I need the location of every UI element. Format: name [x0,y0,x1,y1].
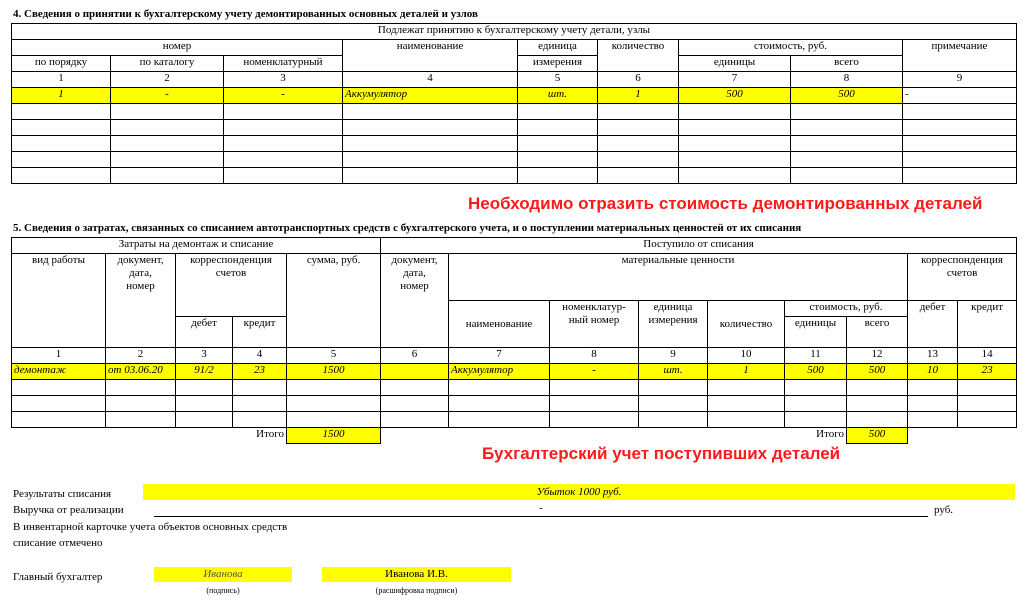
header-korr [176,254,287,317]
cell-vsego[interactable]: 500 [791,88,903,104]
cell-kredit[interactable]: 23 [233,364,287,380]
col-num: 6 [381,348,449,364]
header-stoimost: стоимость, руб. [785,301,908,317]
header-doc-line: дата, [403,267,426,279]
col-num: 12 [847,348,908,364]
col-num: 4 [233,348,287,364]
header-nomenkl-line: номенклатур- [562,301,626,313]
header-summa: сумма, руб. [287,254,381,348]
header-row [12,24,1017,40]
header-kredit: кредит [233,317,287,348]
header-nomenkl: номенклатурный [224,56,343,72]
col-num: 6 [598,72,679,88]
header-edinicy: единицы [785,317,847,348]
table-row[interactable] [12,152,1017,168]
table-row[interactable] [12,120,1017,136]
header-zatraty: Затраты на демонтаж и списание [12,238,381,254]
col-num: 10 [708,348,785,364]
rezultaty-label: Результаты списания [13,488,112,500]
section-4-title: 4. Сведения о принятии к бухгалтерскому учету демонтированных основных деталей и узлов [13,8,478,20]
header-vsego: всего [847,317,908,348]
cell-doc-right[interactable] [381,364,449,380]
header-edinica-line: единица [653,301,693,313]
table-row[interactable] [12,364,1017,380]
header-po-poryadku: по порядку [12,56,111,72]
note-postupivshie: Бухгалтерский учет поступивших деталей [482,444,841,463]
col-num: 3 [224,72,343,88]
header-row [12,40,1017,56]
col-num: 3 [176,348,233,364]
header-kolvo: количество [708,301,785,348]
cell-primech[interactable]: - [903,88,1017,104]
table-row[interactable] [12,168,1017,184]
header-debet: дебет [176,317,233,348]
col-num: 14 [958,348,1017,364]
header-korr-line: корреспонденция [921,254,1003,266]
itogo-label: Итого [256,428,284,440]
itogo-label: Итого [816,428,845,440]
cell-kolvo[interactable]: 1 [708,364,785,380]
itogo-row [12,428,1017,444]
cell-edinica[interactable]: шт. [639,364,708,380]
cell-vid[interactable]: демонтаж [12,364,106,380]
table-row[interactable] [12,88,1017,104]
itogo-vsego[interactable]: 500 [847,428,908,444]
table-row[interactable] [12,136,1017,152]
section-4-table [11,23,1017,184]
col-num: 1 [12,348,106,364]
header-doc-line: номер [126,280,155,292]
header-doc-line: дата, [129,267,152,279]
table-row[interactable] [12,104,1017,120]
cell-vsego[interactable]: 500 [847,364,908,380]
header-doc [106,254,176,348]
col-num: 9 [639,348,708,364]
header-doc-line: номер [400,280,429,292]
header-korr-line: счетов [215,267,247,279]
col-num: 7 [679,72,791,88]
cell-doc[interactable]: от 03.06.20 [106,364,176,380]
header-edinicy: единицы [679,56,791,72]
header-nomenkl-line: ный номер [568,314,620,326]
cell-summa[interactable]: 1500 [287,364,381,380]
header-korr-line: счетов [946,267,978,279]
rezultaty-field[interactable]: Убыток 1000 руб. [143,484,1015,500]
cell-edinicy[interactable]: 500 [785,364,847,380]
cell-kolvo[interactable]: 1 [598,88,679,104]
header-korr-line: корреспонденция [190,254,272,266]
cell-edinica[interactable]: шт. [518,88,598,104]
cell-nomenkl[interactable]: - [224,88,343,104]
itogo-summa[interactable]: 1500 [287,428,381,444]
header-debet-right: дебет [908,301,958,348]
inv-line-2: списание отмечено [13,537,103,549]
col-num: 2 [111,72,224,88]
column-numbers-row [12,348,1017,364]
cell-po-katalogu[interactable]: - [111,88,224,104]
col-num: 11 [785,348,847,364]
header-nomer: номер [12,40,343,56]
vyruchka-field[interactable]: - [154,501,928,517]
cell-naim[interactable]: Аккумулятор [449,364,550,380]
header-po-katalogu: по каталогу [111,56,224,72]
header-doc-line: документ, [391,254,438,266]
header-row [12,238,1017,254]
col-num: 8 [791,72,903,88]
header-edinica: единица [518,40,598,56]
cell-edinicy[interactable]: 500 [679,88,791,104]
header-edinica-line: измерения [648,314,698,326]
column-numbers-row [12,72,1017,88]
header-naim: наименование [449,301,550,348]
rasshifrovka-field[interactable]: Иванова И.В. [322,567,511,582]
col-num: 4 [343,72,518,88]
header-row [12,254,1017,301]
podpis-field[interactable]: Иванова [154,567,292,582]
header-edinica [639,301,708,348]
vyruchka-label: Выручка от реализации [13,504,124,516]
header-vsego: всего [791,56,903,72]
note-demontirovannye: Необходимо отразить стоимость демонтированных деталей [468,194,983,213]
header-mat: материальные ценности [449,254,908,301]
section-5-table [11,237,1017,444]
col-num: 9 [903,72,1017,88]
cell-kredit-right[interactable]: 23 [958,364,1017,380]
header-doc-line: документ, [117,254,164,266]
rub-label: руб. [934,504,954,516]
header-stoimost: стоимость, руб. [679,40,903,56]
col-num: 5 [287,348,381,364]
header-nomenkl [550,301,639,348]
cell-debet[interactable]: 91/2 [176,364,233,380]
cell-nomenkl[interactable]: - [550,364,639,380]
table-row[interactable] [12,396,1017,412]
cell-debet-right[interactable]: 10 [908,364,958,380]
header-main: Подлежат принятию к бухгалтерскому учету детали, узлы [12,24,1017,40]
header-primech: примечание [903,40,1017,72]
glavbuh-label: Главный бухгалтер [13,571,103,583]
header-korr-right [908,254,1017,301]
header-naim: наименование [343,40,518,72]
table-row[interactable] [12,412,1017,428]
col-num: 5 [518,72,598,88]
header-izmereniya: измерения [518,56,598,72]
header-kredit-right: кредит [958,301,1017,348]
header-doc-right [381,254,449,348]
col-num: 8 [550,348,639,364]
rasshifrovka-caption: (расшифровка подписи) [375,586,458,595]
col-num: 7 [449,348,550,364]
section-5-title: 5. Сведения о затратах, связанных со списанием автотранспортных средств с бухгалтерского учета, и о поступлении материальных ценностей от их списания [13,222,802,234]
podpis-caption: (подпись) [206,586,240,595]
cell-po-poryadku[interactable]: 1 [12,88,111,104]
col-num: 2 [106,348,176,364]
col-num: 13 [908,348,958,364]
table-row[interactable] [12,380,1017,396]
header-postupilo: Поступило от списания [381,238,1017,254]
header-kolvo: количество [598,40,679,72]
cell-naim[interactable]: Аккумулятор [343,88,518,104]
header-vid: вид работы [12,254,106,348]
col-num: 1 [12,72,111,88]
inv-line-1: В инвентарной карточке учета объектов основных средств [13,521,288,533]
